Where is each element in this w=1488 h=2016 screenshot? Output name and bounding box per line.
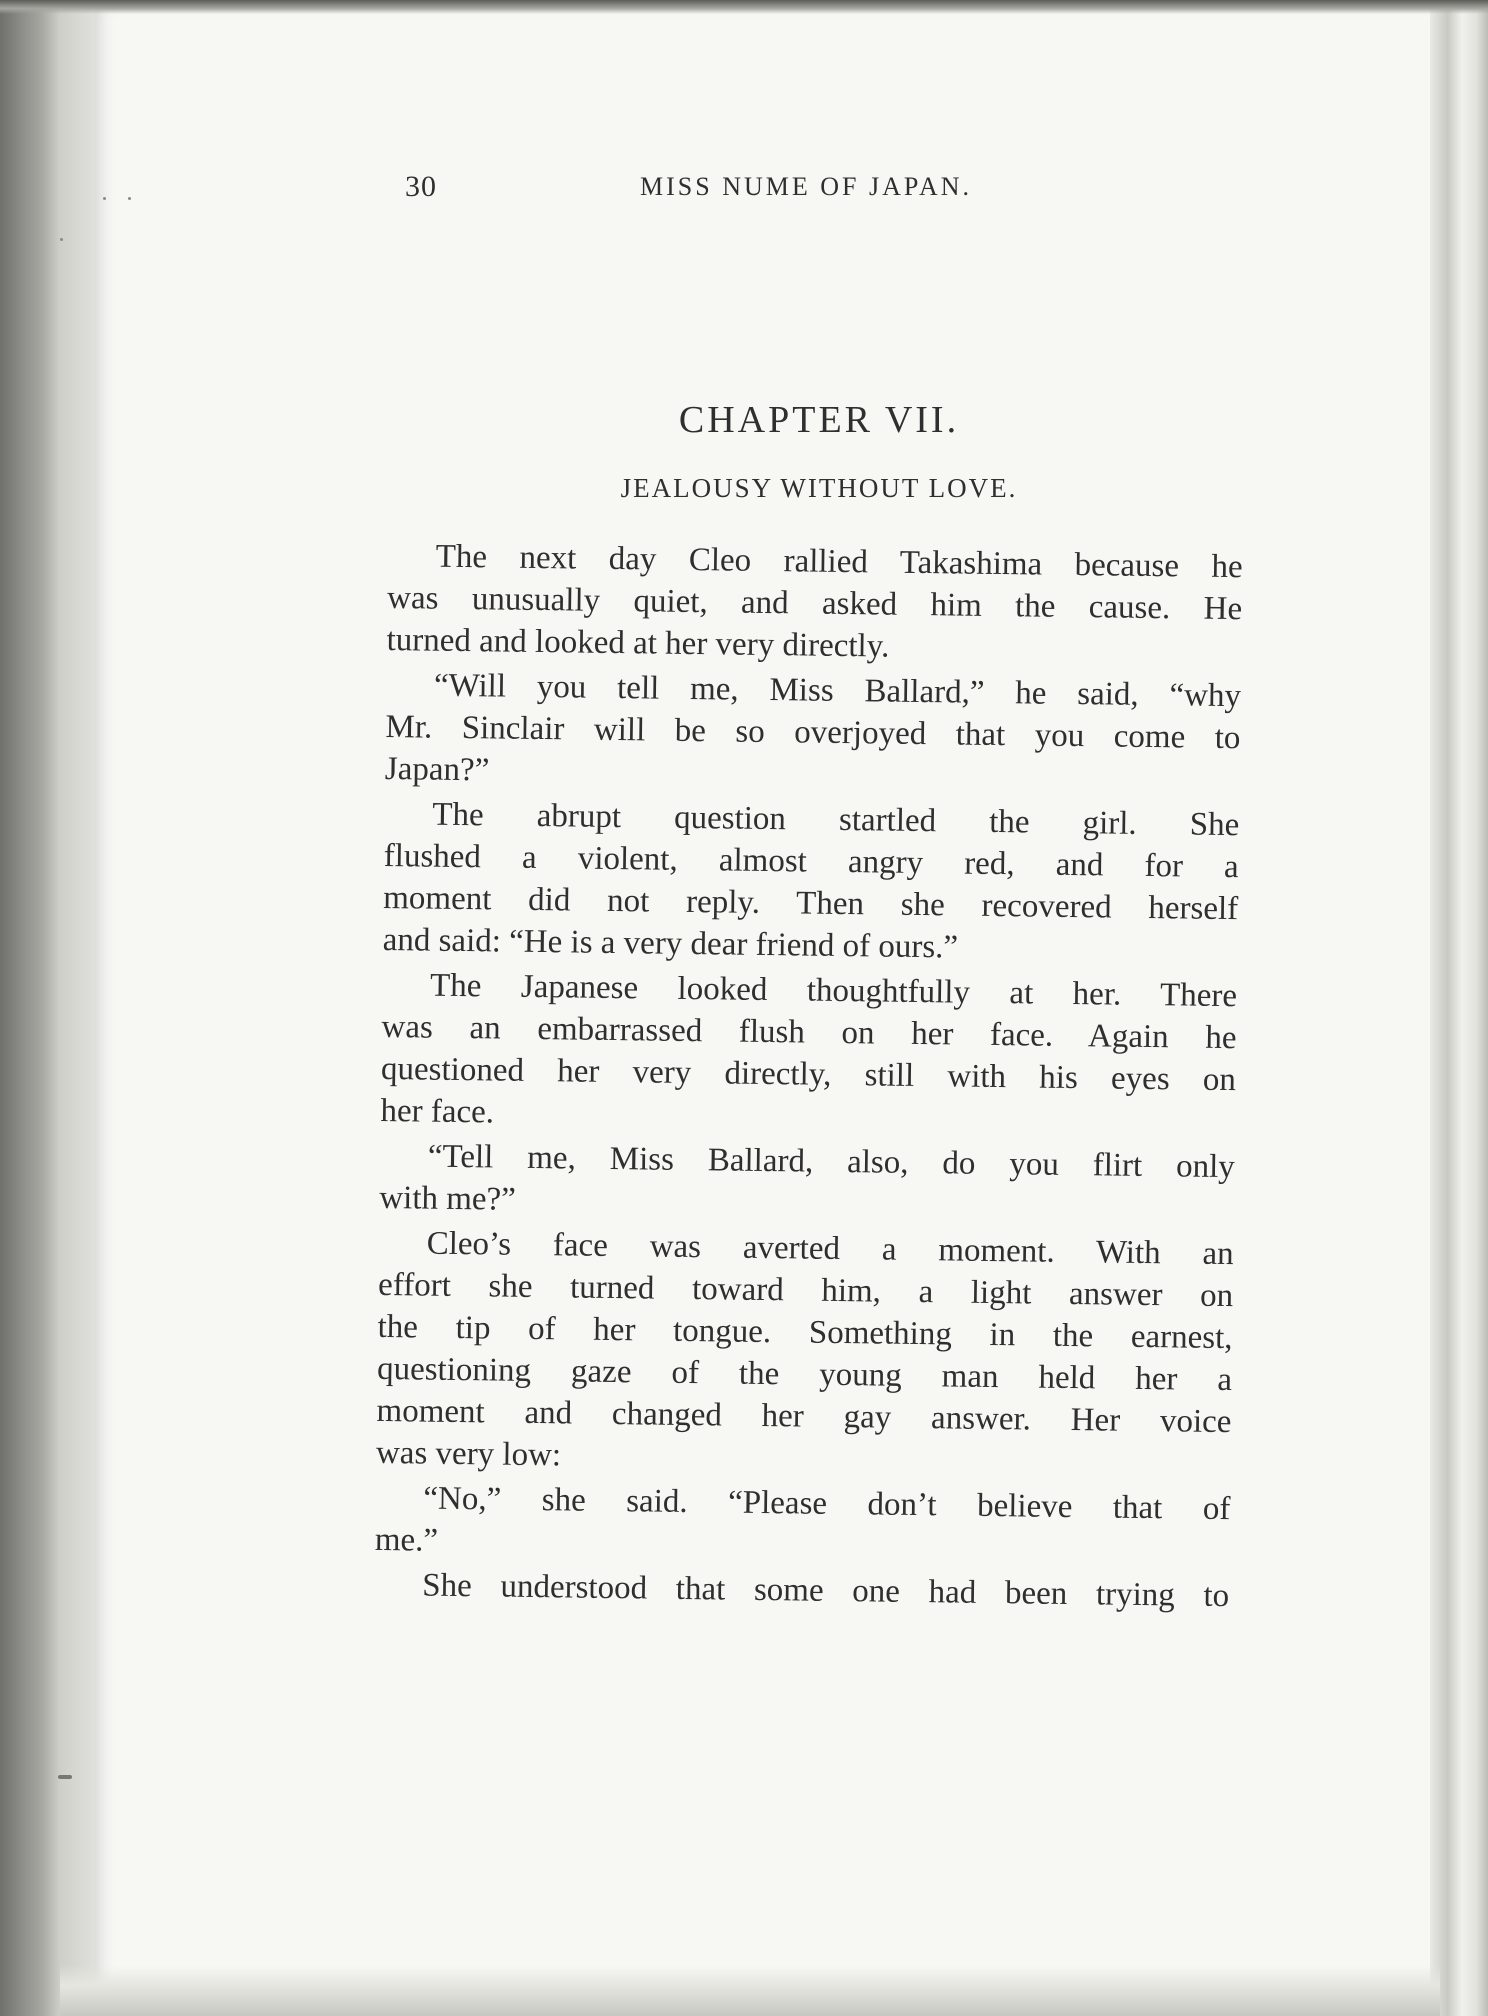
text-line: was unusually quiet, and asked him the cause. He [386,579,1243,628]
text-line: The Japanese looked thoughtfully at her. There [429,967,1238,1015]
book-cover-edge [0,0,60,2016]
page-right-edge [1430,0,1488,2016]
text-line: The abrupt question startled the girl. She [432,796,1240,844]
chapter-subtitle: JEALOUSY WITHOUT LOVE. [620,473,1018,503]
top-edge [0,0,1488,14]
text-line: moment did not reply. Then she recovered herself [383,879,1239,928]
dust-speck [60,238,63,241]
text-line: questioning gaze of the young man held her a [376,1350,1233,1399]
text-line: “Tell me, Miss Ballard, also, do you flirt only [427,1138,1236,1186]
text-line: Japan?” [384,750,490,789]
text-line: Mr. Sinclair will be so overjoyed that you come to [385,708,1241,757]
text-line: flushed a violent, almost angry red, and for a [383,837,1239,886]
dust-speck [58,1775,72,1779]
text-line: turned and looked at her very directly. [386,621,890,665]
page-number: 30 [405,170,437,203]
text-line: questioned her very directly, still with his eyes on [380,1050,1237,1099]
bottom-edge [60,1965,1440,2016]
text-line: was an embarrassed flush on her face. Again he [381,1008,1237,1057]
text-line: the tip of her tongue. Something in the earnest, [377,1308,1233,1357]
text-line: “Will you tell me, Miss Ballard,” he said, “why [433,667,1242,715]
text-line: “No,” she said. “Please don’t believe that of [423,1480,1231,1528]
text-line: The next day Cleo rallied Takashima because he [435,538,1243,586]
running-title: MISS NUME OF JAPAN. [640,172,973,201]
chapter-heading: CHAPTER VII. [678,399,960,441]
text-line: effort she turned toward him, a light answer on [377,1266,1234,1315]
text-line: was very low: [375,1434,562,1474]
text-line: and said: “He is a very dear friend of ours.” [382,921,959,966]
text-line: her face. [380,1092,495,1131]
body-text [374,535,1243,1617]
text-line: with me?” [379,1179,517,1218]
text-line: me.” [374,1521,439,1559]
text-line: moment and changed her gay answer. Her voice [376,1392,1232,1441]
text-line: She understood that some one had been trying to [422,1567,1230,1615]
running-head [0,170,1488,210]
text-line: Cleo’s face was averted a moment. With an [426,1225,1234,1273]
